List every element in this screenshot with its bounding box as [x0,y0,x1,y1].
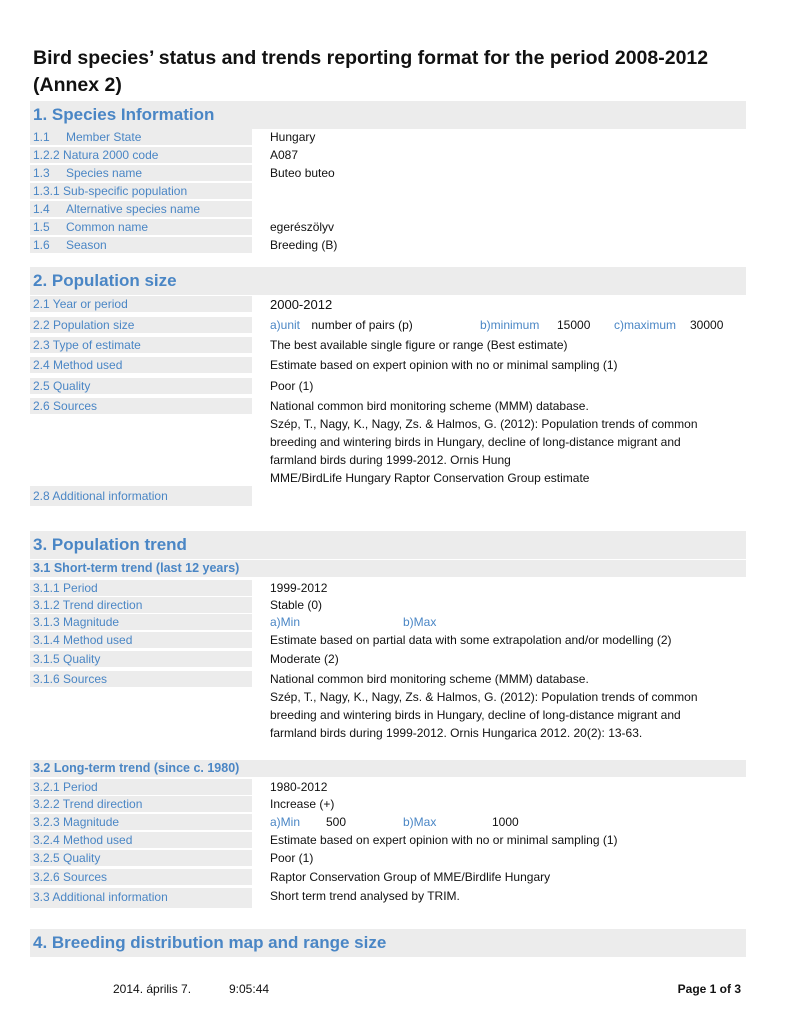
label-member-state [30,129,252,145]
label-number: 1.4 [33,202,50,216]
label-common-name [30,219,252,235]
value-long-method-used: Estimate based on expert opinion with no or minimal sampling (1) [270,833,618,847]
value-short-trend-direction: Stable (0) [270,598,323,612]
label-species-name [30,165,252,181]
value-short-quality: Moderate (2) [270,652,339,666]
source-line: MME/BirdLife Hungary Raptor Conservation Group estimate [270,471,590,485]
label-sources: 2.6 Sources [30,398,252,414]
value-population-size [270,316,740,334]
value-common-name: egerészölyv [270,220,335,234]
value-natura-code: A087 [270,148,299,162]
value-short-magnitude [270,613,740,631]
section-1-heading: 1. Species Information [30,101,746,129]
document-title-line-1: Bird species’ status and trends reporting format for the period 2008-2012 [33,47,709,69]
value-long-period: 1980-2012 [270,780,328,794]
label-text: Sub-specific population [63,184,188,198]
source-line: breeding and wintering birds in Hungary, decline of long-distance migrant and [270,708,681,722]
label-long-period: 3.2.1 Period [30,779,252,795]
label-long-magnitude: 3.2.3 Magnitude [30,814,252,830]
label-type-of-estimate: 2.3 Type of estimate [30,337,252,353]
maximum-value: 30000 [690,318,724,332]
document-title [33,45,753,99]
value-sources [270,397,740,487]
value-method-used: Estimate based on expert opinion with no or minimal sampling (1) [270,358,618,372]
value-long-quality: Poor (1) [270,851,314,865]
label-number: 1.3 [33,166,50,180]
source-line: National common bird monitoring scheme (MMM) database. [270,399,589,413]
short-max-key: b)Max [403,615,437,629]
source-line: farmland birds during 1999-2012. Ornis Hungarica 2012. 20(2): 13-63. [270,726,643,740]
label-short-method-used: 3.1.4 Method used [30,632,252,648]
short-min-key: a)Min [270,615,301,629]
source-line: Szép, T., Nagy, K., Nagy, Zs. & Halmos, G. (2012): Population trends of common [270,417,698,431]
source-line: breeding and wintering birds in Hungary, decline of long-distance migrant and [270,435,681,449]
label-short-magnitude: 3.1.3 Magnitude [30,614,252,630]
section-2-heading: 2. Population size [30,267,746,295]
label-long-quality: 3.2.5 Quality [30,850,252,866]
label-long-trend-direction: 3.2.2 Trend direction [30,796,252,812]
subsection-short-term-trend: 3.1 Short-term trend (last 12 years) [30,560,746,577]
footer-time: 9:05:44 [229,982,270,996]
value-short-period: 1999-2012 [270,581,328,595]
minimum-key: b)minimum [480,318,540,332]
source-line: Szép, T., Nagy, K., Nagy, Zs. & Halmos, G. (2012): Population trends of common [270,690,698,704]
label-number: 1.6 [33,238,50,252]
section-4-heading: 4. Breeding distribution map and range size [30,929,746,957]
value-season: Breeding (B) [270,238,338,252]
label-year-or-period: 2.1 Year or period [30,296,252,312]
label-method-used: 2.4 Method used [30,357,252,373]
unit-value: number of pairs (p) [311,318,413,332]
section-3-heading: 3. Population trend [30,531,746,559]
label-text: Season [66,238,107,252]
unit-key: a)unit [270,318,301,332]
value-long-sources: Raptor Conservation Group of MME/Birdlife Hungary [270,870,551,884]
value-short-method-used: Estimate based on partial data with some extrapolation and/or modelling (2) [270,633,672,647]
label-text: Alternative species name [66,202,201,216]
long-min-key: a)Min [270,815,301,829]
subsection-long-term-trend: 3.2 Long-term trend (since c. 1980) [30,760,746,777]
label-trend-additional-information: 3.3 Additional information [30,888,252,908]
label-long-method-used: 3.2.4 Method used [30,832,252,848]
label-sub-specific-population [30,183,252,199]
value-member-state: Hungary [270,130,316,144]
value-species-name: Buteo buteo [270,166,335,180]
document-title-line-2: (Annex 2) [33,74,122,96]
source-line: farmland birds during 1999-2012. Ornis Hung [270,453,511,467]
value-trend-additional-information: Short term trend analysed by TRIM. [270,889,460,903]
label-additional-information: 2.8 Additional information [30,486,252,506]
maximum-key: c)maximum [614,318,676,332]
label-number: 1.2.2 [33,148,60,162]
value-year-or-period: 2000-2012 [270,297,333,312]
label-number: 1.1 [33,130,50,144]
minimum-value: 15000 [557,318,591,332]
long-max-value: 1000 [492,815,519,829]
label-short-trend-direction: 3.1.2 Trend direction [30,597,252,613]
label-short-quality: 3.1.5 Quality [30,651,252,667]
value-quality: Poor (1) [270,379,314,393]
value-short-sources [270,670,740,742]
source-line: National common bird monitoring scheme (MMM) database. [270,672,589,686]
label-number: 1.5 [33,220,50,234]
value-long-trend-direction: Increase (+) [270,797,335,811]
label-season [30,237,252,253]
label-text: Species name [66,166,143,180]
label-text: Member State [66,130,142,144]
label-number: 1.3.1 [33,184,60,198]
label-short-period: 3.1.1 Period [30,580,252,596]
label-population-size: 2.2 Population size [30,317,252,333]
label-alternative-species-name [30,201,252,217]
footer-page-number: Page 1 of 3 [677,982,741,996]
label-natura-code [30,147,252,163]
label-text: Natura 2000 code [63,148,159,162]
label-text: Common name [66,220,149,234]
label-quality: 2.5 Quality [30,378,252,394]
long-min-value: 500 [326,815,347,829]
value-type-of-estimate: The best available single figure or range (Best estimate) [270,338,568,352]
label-short-sources: 3.1.6 Sources [30,671,252,687]
value-long-magnitude [270,813,740,831]
long-max-key: b)Max [403,815,437,829]
label-long-sources: 3.2.6 Sources [30,869,252,885]
footer-date: 2014. április 7. [113,982,192,996]
